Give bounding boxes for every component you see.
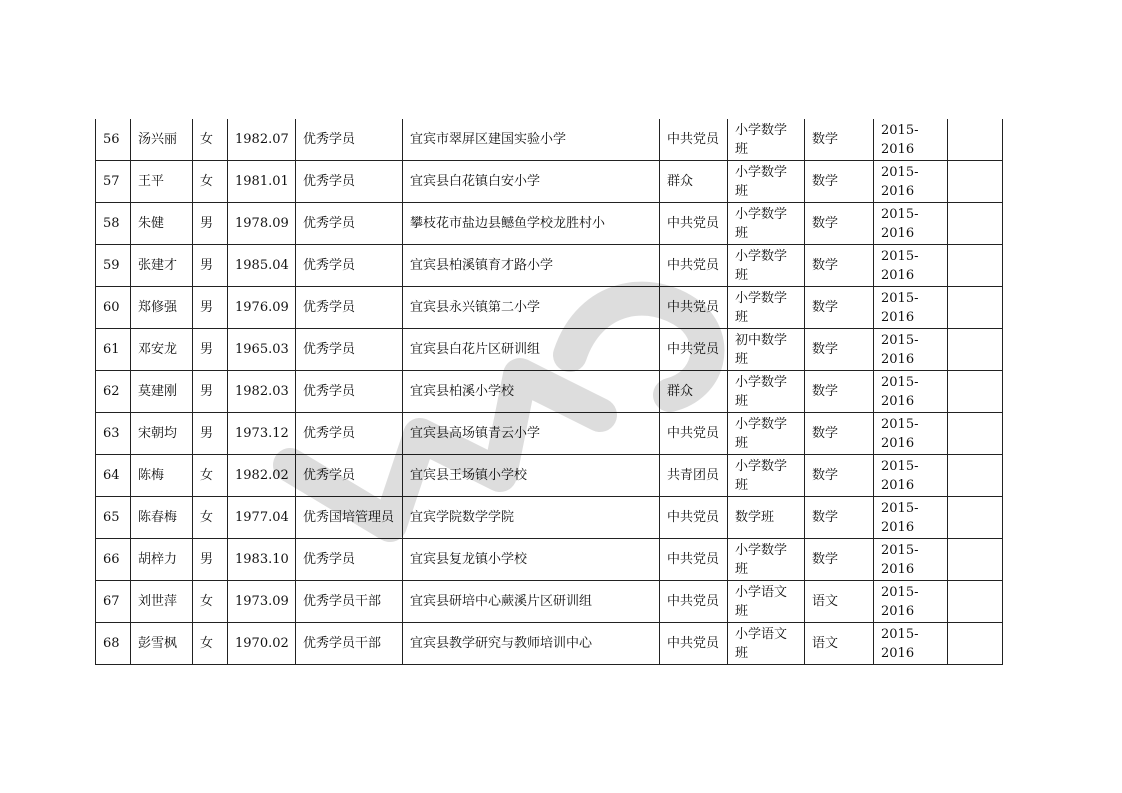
- cell-unit: 宜宾县王场镇小学校: [403, 455, 660, 497]
- cell-politics: 中共党员: [660, 203, 728, 245]
- cell-honor: 优秀学员: [296, 539, 403, 581]
- cell-name: 陈梅: [131, 455, 193, 497]
- cell-honor: 优秀学员: [296, 287, 403, 329]
- cell-name: 朱健: [131, 203, 193, 245]
- cell-year: 2015-2016: [874, 413, 948, 455]
- cell-note: [948, 371, 1003, 413]
- table-row: [96, 245, 1003, 287]
- cell-subject: 语文: [805, 581, 874, 623]
- table-row: [96, 413, 1003, 455]
- cell-politics: 中共党员: [660, 581, 728, 623]
- cell-honor: 优秀学员干部: [296, 581, 403, 623]
- cell-name: 莫建刚: [131, 371, 193, 413]
- cell-gender: 女: [193, 623, 228, 665]
- cell-year: 2015-2016: [874, 287, 948, 329]
- cell-subject: 数学: [805, 161, 874, 203]
- cell-class: 数学班: [728, 497, 805, 539]
- cell-unit: 宜宾学院数学学院: [403, 497, 660, 539]
- cell-honor: 优秀学员: [296, 455, 403, 497]
- cell-politics: 中共党员: [660, 245, 728, 287]
- cell-unit: 宜宾县复龙镇小学校: [403, 539, 660, 581]
- cell-honor: 优秀学员: [296, 413, 403, 455]
- cell-gender: 女: [193, 161, 228, 203]
- cell-politics: 中共党员: [660, 119, 728, 161]
- cell-honor: 优秀学员干部: [296, 623, 403, 665]
- cell-honor: 优秀学员: [296, 245, 403, 287]
- cell-unit: 宜宾市翠屏区建国实验小学: [403, 119, 660, 161]
- cell-subject: 数学: [805, 245, 874, 287]
- table-row: [96, 329, 1003, 371]
- table-row: [96, 119, 1003, 161]
- cell-note: [948, 161, 1003, 203]
- cell-no: 66: [96, 539, 131, 581]
- cell-no: 58: [96, 203, 131, 245]
- cell-no: 64: [96, 455, 131, 497]
- cell-honor: 优秀学员: [296, 203, 403, 245]
- cell-birth: 1970.02: [228, 623, 296, 665]
- cell-year: 2015-2016: [874, 455, 948, 497]
- roster-table: [95, 119, 1003, 665]
- cell-class: 小学数学班: [728, 413, 805, 455]
- cell-note: [948, 245, 1003, 287]
- table-row: [96, 581, 1003, 623]
- cell-subject: 数学: [805, 287, 874, 329]
- cell-no: 56: [96, 119, 131, 161]
- cell-birth: 1977.04: [228, 497, 296, 539]
- cell-unit: 宜宾县高场镇青云小学: [403, 413, 660, 455]
- cell-note: [948, 413, 1003, 455]
- table-row: [96, 623, 1003, 665]
- cell-year: 2015-2016: [874, 329, 948, 371]
- cell-class: 小学数学班: [728, 119, 805, 161]
- cell-unit: 宜宾县研培中心蕨溪片区研训组: [403, 581, 660, 623]
- cell-name: 胡梓力: [131, 539, 193, 581]
- cell-gender: 男: [193, 245, 228, 287]
- cell-unit: 宜宾县永兴镇第二小学: [403, 287, 660, 329]
- cell-subject: 语文: [805, 623, 874, 665]
- cell-note: [948, 497, 1003, 539]
- cell-birth: 1982.07: [228, 119, 296, 161]
- table-row: [96, 497, 1003, 539]
- table-row: [96, 287, 1003, 329]
- cell-politics: 中共党员: [660, 539, 728, 581]
- cell-note: [948, 581, 1003, 623]
- cell-note: [948, 623, 1003, 665]
- cell-note: [948, 539, 1003, 581]
- cell-gender: 男: [193, 329, 228, 371]
- cell-birth: 1985.04: [228, 245, 296, 287]
- cell-class: 小学数学班: [728, 455, 805, 497]
- cell-class: 小学语文班: [728, 623, 805, 665]
- table-row: [96, 203, 1003, 245]
- cell-class: 小学数学班: [728, 245, 805, 287]
- cell-no: 57: [96, 161, 131, 203]
- cell-politics: 中共党员: [660, 497, 728, 539]
- cell-name: 刘世萍: [131, 581, 193, 623]
- cell-subject: 数学: [805, 203, 874, 245]
- cell-name: 宋朝均: [131, 413, 193, 455]
- cell-no: 62: [96, 371, 131, 413]
- cell-no: 61: [96, 329, 131, 371]
- cell-birth: 1978.09: [228, 203, 296, 245]
- cell-year: 2015-2016: [874, 581, 948, 623]
- cell-subject: 数学: [805, 413, 874, 455]
- cell-politics: 中共党员: [660, 329, 728, 371]
- cell-no: 59: [96, 245, 131, 287]
- cell-politics: 中共党员: [660, 623, 728, 665]
- cell-note: [948, 329, 1003, 371]
- cell-birth: 1983.10: [228, 539, 296, 581]
- cell-name: 彭雪枫: [131, 623, 193, 665]
- cell-gender: 男: [193, 539, 228, 581]
- cell-unit: 宜宾县教学研究与教师培训中心: [403, 623, 660, 665]
- cell-gender: 女: [193, 581, 228, 623]
- cell-honor: 优秀学员: [296, 161, 403, 203]
- cell-note: [948, 455, 1003, 497]
- cell-subject: 数学: [805, 371, 874, 413]
- cell-gender: 女: [193, 119, 228, 161]
- cell-class: 小学数学班: [728, 539, 805, 581]
- cell-year: 2015-2016: [874, 119, 948, 161]
- cell-class: 小学数学班: [728, 371, 805, 413]
- cell-unit: 宜宾县柏溪镇育才路小学: [403, 245, 660, 287]
- table-row: [96, 455, 1003, 497]
- cell-gender: 男: [193, 371, 228, 413]
- cell-name: 张建才: [131, 245, 193, 287]
- cell-honor: 优秀学员: [296, 119, 403, 161]
- cell-politics: 群众: [660, 371, 728, 413]
- cell-subject: 数学: [805, 455, 874, 497]
- cell-birth: 1982.02: [228, 455, 296, 497]
- cell-class: 小学数学班: [728, 287, 805, 329]
- cell-subject: 数学: [805, 119, 874, 161]
- cell-name: 邓安龙: [131, 329, 193, 371]
- cell-name: 郑修强: [131, 287, 193, 329]
- cell-class: 小学数学班: [728, 161, 805, 203]
- cell-birth: 1973.12: [228, 413, 296, 455]
- cell-gender: 男: [193, 413, 228, 455]
- cell-gender: 女: [193, 497, 228, 539]
- table-row: [96, 161, 1003, 203]
- cell-note: [948, 203, 1003, 245]
- cell-honor: 优秀国培管理员: [296, 497, 403, 539]
- cell-year: 2015-2016: [874, 161, 948, 203]
- cell-unit: 宜宾县柏溪小学校: [403, 371, 660, 413]
- cell-class: 小学数学班: [728, 203, 805, 245]
- table-row: [96, 371, 1003, 413]
- cell-gender: 男: [193, 287, 228, 329]
- cell-name: 王平: [131, 161, 193, 203]
- cell-no: 67: [96, 581, 131, 623]
- cell-unit: 宜宾县白花片区研训组: [403, 329, 660, 371]
- cell-birth: 1976.09: [228, 287, 296, 329]
- cell-class: 初中数学班: [728, 329, 805, 371]
- cell-gender: 女: [193, 455, 228, 497]
- cell-politics: 群众: [660, 161, 728, 203]
- cell-unit: 宜宾县白花镇白安小学: [403, 161, 660, 203]
- cell-year: 2015-2016: [874, 371, 948, 413]
- cell-birth: 1965.03: [228, 329, 296, 371]
- cell-unit: 攀枝花市盐边县鳡鱼学校龙胜村小: [403, 203, 660, 245]
- cell-no: 63: [96, 413, 131, 455]
- cell-birth: 1981.01: [228, 161, 296, 203]
- cell-name: 陈春梅: [131, 497, 193, 539]
- cell-politics: 中共党员: [660, 413, 728, 455]
- cell-gender: 男: [193, 203, 228, 245]
- cell-subject: 数学: [805, 539, 874, 581]
- cell-year: 2015-2016: [874, 623, 948, 665]
- cell-honor: 优秀学员: [296, 329, 403, 371]
- cell-politics: 中共党员: [660, 287, 728, 329]
- cell-year: 2015-2016: [874, 539, 948, 581]
- cell-year: 2015-2016: [874, 497, 948, 539]
- cell-class: 小学语文班: [728, 581, 805, 623]
- cell-birth: 1973.09: [228, 581, 296, 623]
- table-row: [96, 539, 1003, 581]
- cell-note: [948, 119, 1003, 161]
- table-body: [96, 119, 1003, 665]
- cell-subject: 数学: [805, 329, 874, 371]
- cell-no: 65: [96, 497, 131, 539]
- cell-year: 2015-2016: [874, 203, 948, 245]
- cell-no: 68: [96, 623, 131, 665]
- cell-note: [948, 287, 1003, 329]
- cell-politics: 共青团员: [660, 455, 728, 497]
- cell-birth: 1982.03: [228, 371, 296, 413]
- cell-year: 2015-2016: [874, 245, 948, 287]
- cell-no: 60: [96, 287, 131, 329]
- cell-subject: 数学: [805, 497, 874, 539]
- cell-name: 汤兴丽: [131, 119, 193, 161]
- cell-honor: 优秀学员: [296, 371, 403, 413]
